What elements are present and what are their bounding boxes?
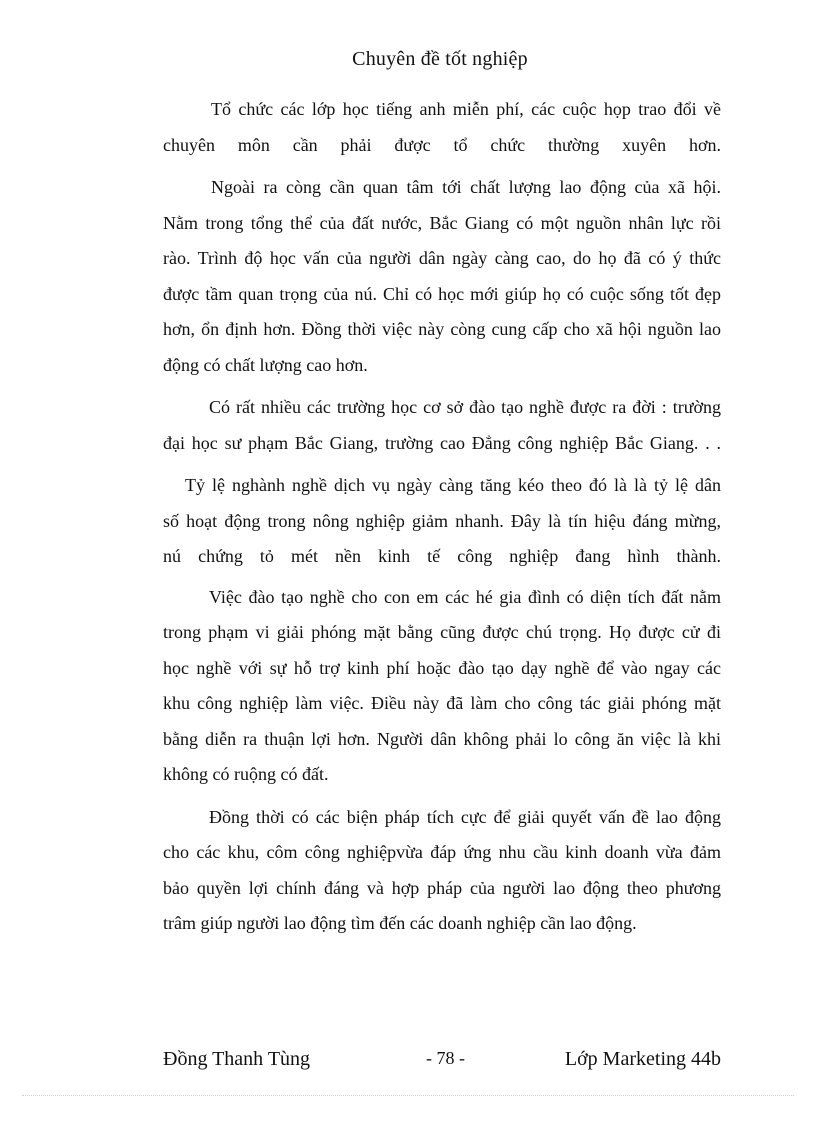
footer-author: Đồng Thanh Tùng [163, 1048, 311, 1070]
text-line: bằng diễn ra thuận lợi hơn. Người dân không phải lo công ăn việc là khi [163, 728, 721, 749]
text-line: Đồng thời có các biện pháp tích cực để giải quyết vấn đề lao động [209, 806, 721, 827]
paragraph [163, 468, 721, 575]
text-line: không có ruộng có đất. [163, 764, 329, 784]
text-line: khu công nghiệp làm việc. Điều này đã làm cho công tác giải phóng mặt [163, 693, 721, 713]
text-line: rào. Trình độ học vấn của người dân ngày càng cao, do họ đã có ý thức [163, 248, 721, 268]
text-line: trong phạm vi giải phóng mặt bằng cũng được chú trọng. Họ được cử đi [163, 622, 721, 642]
page-bottom-divider [22, 1095, 794, 1096]
text-line: Việc đào tạo nghề cho con em các hé gia đình có diện tích đất nằm [209, 586, 721, 607]
text-line: cho các khu, côm công nghiệpvừa đáp ứng nhu cầu kinh doanh vừa đảm [163, 842, 721, 862]
text-line: nú chứng tỏ mét nền kinh tế công nghiệp đang hình thành. [163, 546, 721, 566]
footer-class-name: Lớp Marketing 44b [564, 1048, 721, 1070]
text-line: đại học sư phạm Bắc Giang, trường cao Đẳng công nghiệp Bắc Giang. . . [163, 432, 721, 453]
page-footer [163, 1048, 721, 1078]
paragraph [163, 92, 721, 163]
paragraph [163, 390, 721, 461]
document-body [163, 92, 721, 942]
text-line: chuyên môn cần phải được tổ chức thường xuyên hơn. [163, 134, 721, 155]
text-line: trâm giúp người lao động tìm đến các doanh nghiệp cần lao động. [163, 913, 637, 933]
text-line: được tầm quan trọng của nú. Chỉ có học mới giúp họ có cuộc sống tốt đẹp [163, 283, 721, 304]
text-line: bảo quyền lợi chính đáng và hợp pháp của người lao động theo phương [163, 877, 721, 898]
text-line: Tổ chức các lớp học tiếng anh miễn phí, các cuộc họp trao đổi về [211, 99, 721, 119]
text-line: hơn, ổn định hơn. Đồng thời việc này còng cung cấp cho xã hội nguồn lao [163, 319, 721, 339]
paragraph [163, 170, 721, 383]
text-line: số hoạt động trong nông nghiệp giảm nhanh. Đây là tín hiệu đáng mừng, [163, 510, 721, 531]
text-line: học nghề với sự hỗ trợ kinh phí hoặc đào tạo dạy nghề để vào ngay các [163, 657, 721, 678]
paragraph [163, 580, 721, 793]
text-line: động có chất lượng cao hơn. [163, 354, 368, 375]
paragraph [163, 800, 721, 942]
page-header-title: Chuyên đề tốt nghiệp [352, 48, 528, 70]
text-line: Nằm trong tổng thể của đất nước, Bắc Giang có một nguồn nhân lực rồi [163, 212, 721, 233]
text-line: Ngoài ra còng cần quan tâm tới chất lượng lao động của xã hội. [211, 177, 721, 197]
text-line: Tỷ lệ nghành nghề dịch vụ ngày càng tăng kéo theo đó là là tỷ lệ dân [185, 475, 721, 495]
text-line: Có rất nhiều các trường học cơ sở đào tạo nghề được ra đời : trường [209, 397, 721, 417]
footer-page-number: - 78 - [426, 1048, 465, 1068]
